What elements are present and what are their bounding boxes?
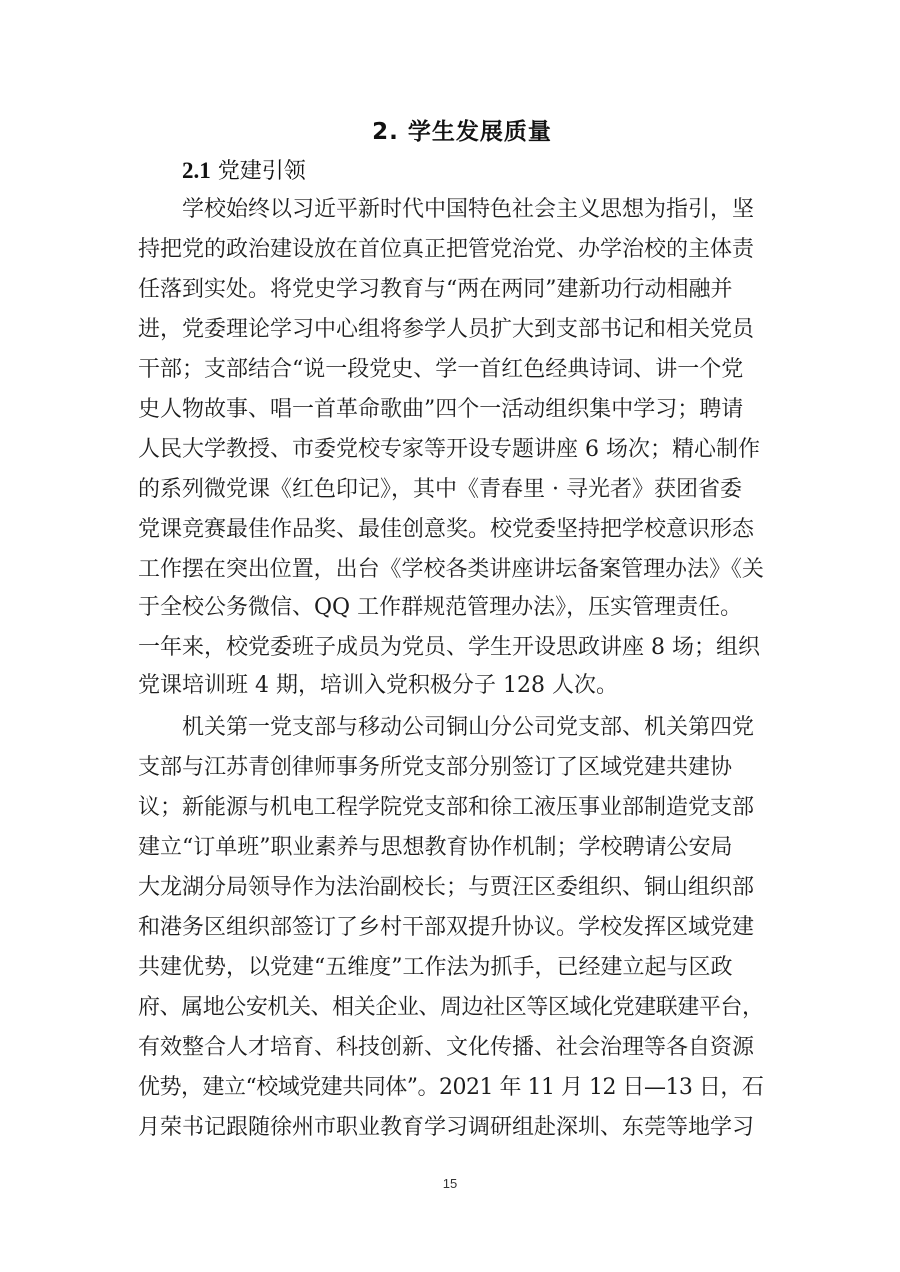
- section-title: 2. 学生发展质量: [372, 119, 552, 145]
- subsection-heading: [182, 154, 306, 189]
- page-number: 15: [442, 1176, 458, 1191]
- text-line: 人民大学教授、市委党校专家等开设专题讲座 6 场次；精心制作: [138, 437, 760, 462]
- text-line: 进，党委理论学习中心组将参学人员扩大到支部书记和相关党员: [138, 317, 755, 342]
- text-line: 史人物故事、唱一首革命歌曲”四个一活动组织集中学习；聘请: [138, 397, 744, 422]
- text-line: 月荣书记跟随徐州市职业教育学习调研组赴深圳、东莞等地学习: [138, 1115, 755, 1140]
- text-line: 持把党的政治建设放在首位真正把管党治党、办学治校的主体责: [138, 237, 755, 262]
- text-line: 的系列微党课《红色印记》，其中《青春里 · 寻光者》获团省委: [138, 477, 742, 502]
- text-line: 共建优势，以党建“五维度”工作法为抓手，已经建立起与区政: [138, 955, 733, 980]
- text-line: 干部；支部结合“说一段党史、学一首红色经典诗词、讲一个党: [138, 357, 744, 382]
- text-line: 党课培训班 4 期，培训入党积极分子 128 人次。: [138, 673, 618, 698]
- text-line: 任落到实处。将党史学习教育与“两在两同”建新功行动相融并: [138, 277, 733, 302]
- subsection-number: 2.1: [182, 158, 211, 183]
- text-line: 和港务区组织部签订了乡村干部双提升协议。学校发挥区域党建: [138, 915, 755, 940]
- text-line: 府、属地公安机关、相关企业、周边社区等区域化党建联建平台，: [138, 995, 764, 1020]
- text-line: 有效整合人才培育、科技创新、文化传播、社会治理等各自资源: [138, 1035, 755, 1060]
- text-line: 工作摆在突出位置，出台《学校各类讲座讲坛备案管理办法》《关: [138, 557, 764, 582]
- text-line: 党课竞赛最佳作品奖、最佳创意奖。校党委坚持把学校意识形态: [138, 517, 755, 542]
- text-line: 议；新能源与机电工程学院党支部和徐工液压事业部制造党支部: [138, 795, 755, 820]
- text-line: 优势，建立“校域党建共同体”。2021 年 11 月 12 日—13 日，石: [138, 1075, 764, 1100]
- text-line: 支部与江苏青创律师事务所党支部分别签订了区域党建共建协: [138, 755, 733, 780]
- text-line: 大龙湖分局领导作为法治副校长；与贾汪区委组织、铜山组织部: [138, 875, 755, 900]
- text-line: 建立“订单班”职业素养与思想教育协作机制；学校聘请公安局: [138, 835, 733, 860]
- text-line: 于全校公务微信、QQ 工作群规范管理办法》，压实管理责任。: [138, 595, 743, 620]
- text-line: 学校始终以习近平新时代中国特色社会主义思想为指引，坚: [182, 197, 755, 222]
- text-line: 机关第一党支部与移动公司铜山分公司党支部、机关第四党: [182, 715, 755, 740]
- subsection-title: 党建引领: [217, 159, 306, 184]
- text-line: 一年来，校党委班子成员为党员、学生开设思政讲座 8 场；组织: [138, 635, 760, 660]
